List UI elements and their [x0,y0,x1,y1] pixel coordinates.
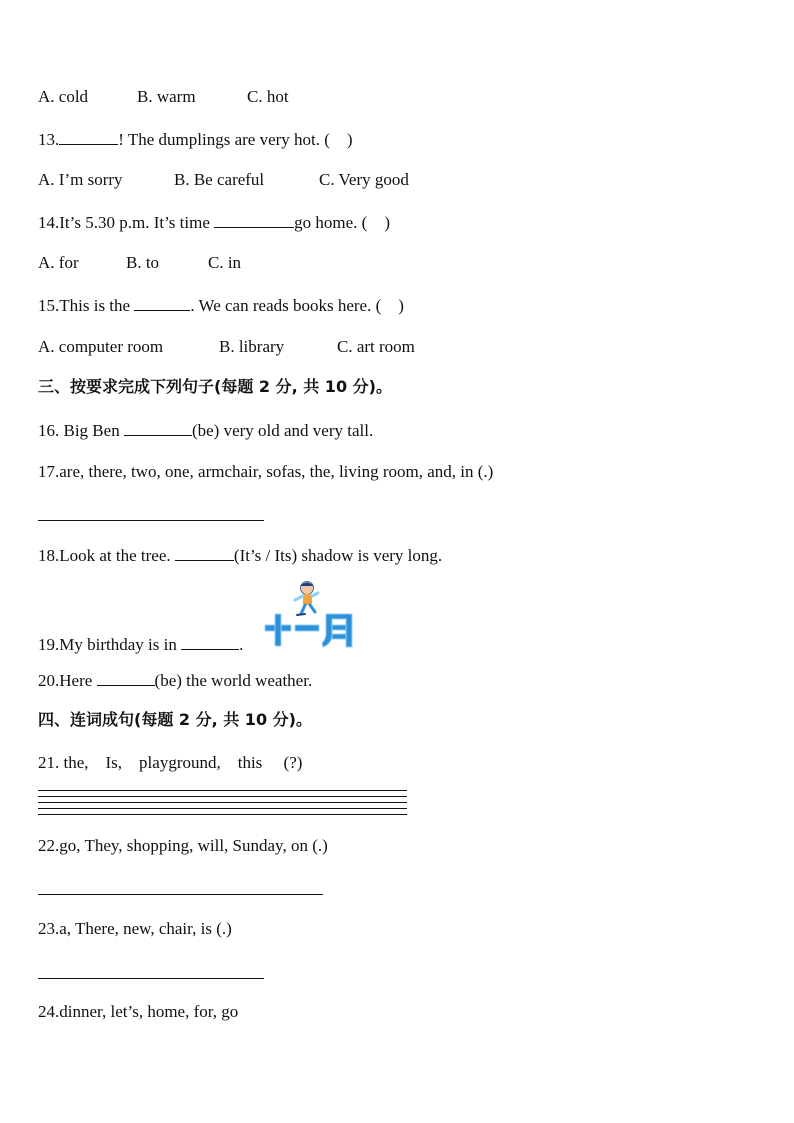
question-18 [38,545,442,566]
question-23: 23.a, There, new, chair, is (.) [38,919,232,938]
section-4-heading: 四、连词成句(每题 2 分, 共 10 分)。 [38,710,312,729]
question-20 [38,670,312,691]
q21-answer-line[interactable] [38,796,407,797]
november-calendar-icon [262,578,358,650]
q14-options [38,253,241,273]
q12-option-a: A. cold [38,87,89,106]
answer-blank[interactable] [175,545,234,561]
q13-number: 13. [38,130,60,149]
answer-blank[interactable] [124,420,192,436]
q13-option-a: A. I’m sorry [38,170,123,189]
q15-option-c: C. art room [337,337,415,356]
q13-options [38,170,409,190]
q12-option-c: C. hot [247,87,289,106]
q21-answer-line[interactable] [38,808,407,809]
q20-text-before: 20.Here [38,671,97,690]
q19-text-before: 19.My birthday is in [38,635,182,654]
q20-text-after: (be) the world weather. [154,671,313,690]
q15-options [38,337,415,357]
question-24: 24.dinner, let’s, home, for, go [38,1002,239,1021]
answer-blank[interactable] [59,129,118,145]
answer-blank[interactable] [97,670,155,686]
q16-text-after: (be) very old and very tall. [191,421,374,440]
q21-answer-line[interactable] [38,814,407,815]
q15-option-a: A. computer room [38,337,164,356]
q21-answer-line[interactable] [38,790,407,791]
question-15 [38,295,404,316]
q12-option-b: B. warm [137,87,196,106]
skating-kid-icon [295,582,318,616]
q21-answer-line[interactable] [38,802,407,803]
q14-text-before: 14.It’s 5.30 p.m. It’s time [38,213,215,232]
q22-answer-line[interactable] [38,894,323,895]
q18-text-before: 18.Look at the tree. [38,546,175,565]
section-3-heading: 三、按要求完成下列句子(每题 2 分, 共 10 分)。 [38,377,392,396]
question-19 [38,634,243,655]
q15-text-before: 15.This is the [38,296,135,315]
q18-text-after: (It’s / Its) shadow is very long. [233,546,443,565]
answer-blank[interactable] [214,212,294,228]
q14-option-b: B. to [126,253,160,272]
question-13 [38,129,353,150]
question-17: 17.are, there, two, one, armchair, sofas, the, living room, and, in (.) [38,462,494,481]
q13-option-c: C. Very good [319,170,409,189]
q14-option-c: C. in [208,253,242,272]
q14-text-after: go home. ( ) [294,213,390,232]
q19-text-after: . [239,635,244,654]
question-16 [38,420,373,441]
q13-option-b: B. Be careful [174,170,265,189]
q15-option-b: B. library [219,337,285,356]
q16-text-before: 16. Big Ben [38,421,124,440]
q15-text-after: . We can reads books here. ( ) [190,296,404,315]
q12-options [38,87,289,107]
question-14 [38,212,390,233]
answer-blank[interactable] [181,634,239,650]
question-21: 21. the, Is, playground, this (?) [38,753,303,772]
q14-option-a: A. for [38,253,79,272]
question-22: 22.go, They, shopping, will, Sunday, on (.) [38,836,328,855]
answer-blank[interactable] [134,295,190,311]
q13-text: ! The dumplings are very hot. ( ) [118,130,353,149]
q17-answer-line[interactable] [38,520,264,521]
q23-answer-line[interactable] [38,978,264,979]
